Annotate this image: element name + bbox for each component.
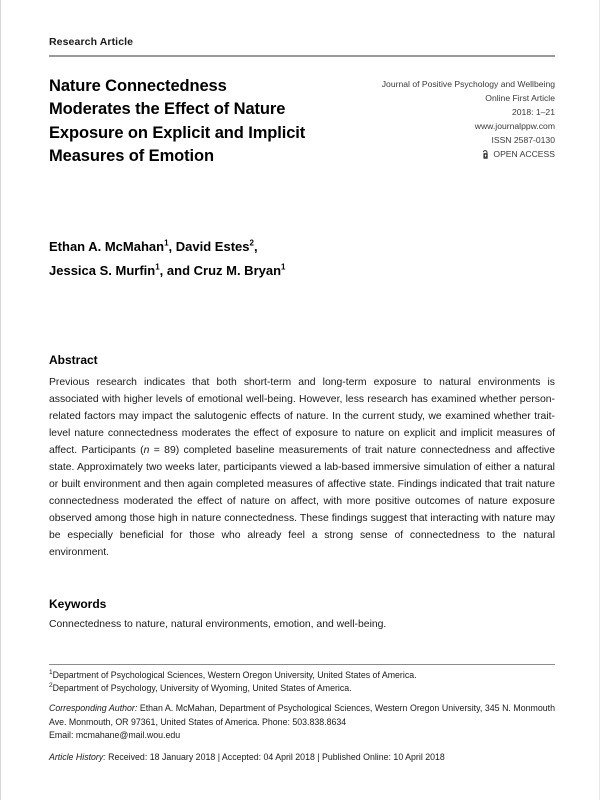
article-history-dates: Received: 18 January 2018 | Accepted: 04 April 2018 | Published Online: 10 April 2018 — [105, 751, 445, 762]
title-line-3: Exposure on Explicit and Implicit — [49, 123, 306, 142]
author-name-3: Jessica S. Murfin — [49, 262, 156, 278]
abstract-heading: Abstract — [49, 352, 98, 367]
author-conjunction: , and — [159, 262, 194, 278]
author-affiliation-marker-3: 1 — [155, 262, 160, 272]
running-head: Research Article — [49, 36, 134, 48]
affiliation-2 — [49, 682, 555, 695]
open-access-badge — [360, 148, 555, 162]
article-history-label: Article History: — [49, 751, 106, 762]
author-affiliation-marker-1: 1 — [164, 238, 169, 248]
keywords-section — [49, 597, 555, 634]
journal-info-block — [360, 75, 555, 162]
corresponding-author-block — [49, 702, 555, 729]
footnote-divider — [49, 664, 555, 665]
header-divider — [49, 55, 555, 57]
keywords-text: Connectedness to nature, natural environments, emotion, and well-being. — [49, 619, 387, 631]
abstract-text-part-2: = 89) completed baseline measurements of trait nature connectedness and affective state. Approximately two weeks later, participants viewed a lab-based immersive simulation of either a natural or built environment and then again completed measures of affective state. Findings indicated that trait nature connectedness moderated the effect of nature on affect, with more positive outcomes of nature exposure observed among those high in nature connectedness. These findings suggest that interacting with nature may be especially beneficial for those who already feel a strong sense of connectedness to the natural environment. — [49, 445, 555, 559]
journal-website-link[interactable]: www.journalppw.com — [474, 120, 555, 131]
abstract-text-part-1: Previous research indicates that both short-term and long-term exposure to natural environments is associated with higher levels of emotional well-being. However, less research has examined whether person-related factors may impact the salutogenic effects of nature. In the current study, we examined whether trait-level nature connectedness moderates the effect of exposure to nature on explicit and implicit measures of affect. Participants ( — [49, 376, 555, 457]
author-line-2 — [49, 259, 449, 283]
corresponding-author-email[interactable]: Email: mcmahane@mail.wou.edu — [49, 730, 181, 741]
title-line-4: Measures of Emotion — [49, 147, 214, 166]
keywords-heading: Keywords — [49, 597, 107, 612]
author-affiliation-marker-4: 1 — [281, 262, 286, 272]
open-access-lock-icon — [481, 150, 490, 160]
page-content — [49, 0, 555, 764]
article-history — [49, 751, 555, 764]
abstract-text — [49, 374, 555, 562]
open-access-label: OPEN ACCESS — [493, 148, 555, 159]
author-line-1-tail: , — [253, 238, 258, 254]
author-name-4: Cruz M. Bryan — [193, 262, 282, 278]
affiliation-2-text: Department of Psychology, University of Wyoming, United States of America. — [52, 683, 352, 694]
author-name-1: Ethan A. McMahan — [49, 238, 165, 254]
abstract-section — [49, 353, 555, 562]
author-line-1 — [49, 235, 449, 259]
author-list — [49, 235, 449, 283]
author-name-2: David Estes — [175, 238, 250, 254]
abstract-sample-size-symbol: n — [143, 445, 150, 457]
page-title — [49, 75, 349, 169]
title-and-journal-row — [49, 75, 555, 169]
publication-stage: Online First Article — [485, 92, 555, 103]
author-separator-1: , — [168, 238, 176, 254]
corresponding-author-label: Corresponding Author: — [49, 703, 138, 714]
issn: ISSN 2587-0130 — [491, 134, 555, 145]
footnotes-section — [49, 664, 555, 764]
affiliation-marker-1: 1 — [49, 669, 53, 677]
title-line-2: Moderates the Effect of Nature — [49, 100, 286, 119]
volume-pages: 2018: 1–21 — [511, 106, 555, 117]
affiliation-1-text: Department of Psychological Sciences, Western Oregon University, United States of America. — [52, 670, 417, 681]
journal-name: Journal of Positive Psychology and Wellbeing — [381, 79, 555, 89]
author-affiliation-marker-2: 2 — [249, 238, 254, 248]
title-line-1: Nature Connectedness — [49, 77, 227, 95]
affiliation-marker-2: 2 — [49, 682, 53, 690]
corresponding-author-details: Ethan A. McMahan, Department of Psychological Sciences, Western Oregon University, 345 N. Monmouth Ave. Monmouth, OR 97361, United States of America. Phone: 503.838.8634 — [49, 703, 555, 727]
affiliation-1 — [49, 669, 555, 682]
